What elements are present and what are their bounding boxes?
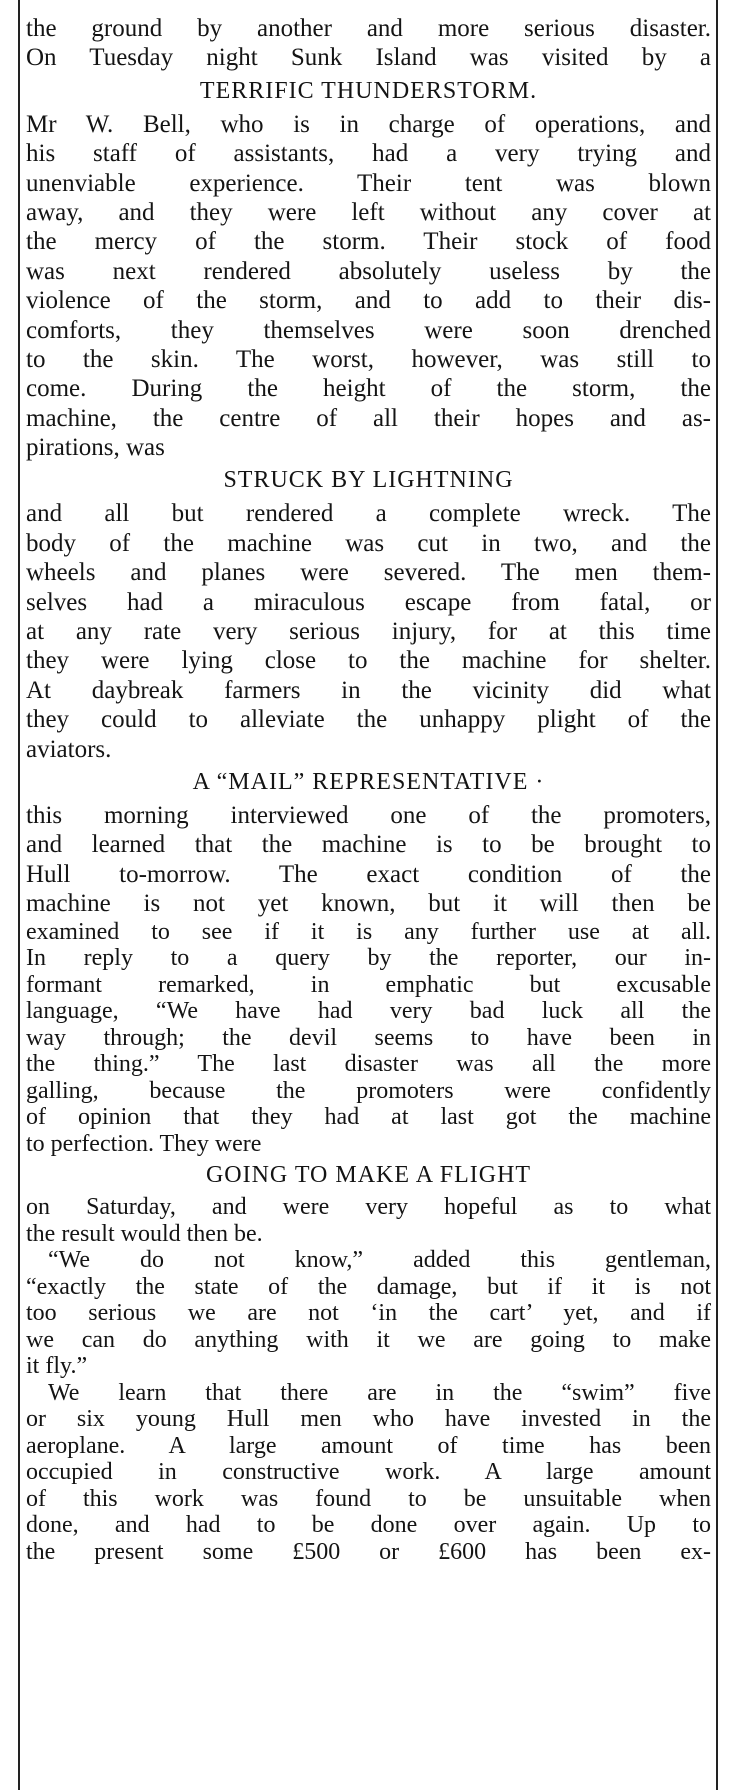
section-heading: TERRIFIC THUNDERSTORM.	[199, 77, 538, 104]
text-line: “We do not know,” added this gentleman,	[48, 1247, 711, 1274]
text-line: pirations, was	[26, 434, 165, 462]
text-line: and learned that the machine is to be brought to	[26, 831, 711, 859]
text-line: Mr W. Bell, who is in charge of operations, and	[26, 110, 711, 138]
text-line: away, and they were left without any cover at	[26, 198, 711, 226]
text-line: of opinion that they had at last got the machine	[26, 1104, 711, 1131]
text-line: his staff of assistants, had a very trying and	[26, 140, 711, 168]
text-line: to perfection. They were	[26, 1130, 262, 1157]
text-line: We learn that there are in the “swim” five	[48, 1379, 711, 1406]
text-line: the thing.” The last disaster was all the more	[26, 1051, 711, 1078]
text-line: aviators.	[26, 735, 112, 763]
text-line: aeroplane. A large amount of time has been	[26, 1432, 711, 1459]
text-line: “exactly the state of the damage, but if it is not	[26, 1273, 711, 1300]
text-line: was next rendered absolutely useless by the	[26, 257, 711, 285]
text-line: body of the machine was cut in two, and the	[26, 529, 711, 557]
text-line: too serious we are not ‘in the cart’ yet, and if	[26, 1300, 711, 1327]
text-line: to the skin. The worst, however, was still to	[26, 345, 711, 373]
text-line: formant remarked, in emphatic but excusable	[26, 971, 711, 998]
text-line: machine is not yet known, but it will then be	[26, 890, 711, 918]
section-heading: STRUCK BY LIGHTNING	[223, 467, 514, 494]
text-line: this morning interviewed one of the promoters,	[26, 801, 711, 829]
text-line: they could to alleviate the unhappy plight of the	[26, 706, 711, 734]
text-line: at any rate very serious injury, for at this time	[26, 618, 711, 646]
section-heading: GOING TO MAKE A FLIGHT	[205, 1162, 532, 1189]
text-line: In reply to a query by the reporter, our in-	[26, 945, 711, 972]
text-line: come. During the height of the storm, the	[26, 375, 711, 403]
text-line: of this work was found to be unsuitable when	[26, 1485, 711, 1512]
text-line: examined to see if it is any further use at all.	[26, 918, 711, 945]
text-line: the ground by another and more serious disaster.	[26, 15, 711, 42]
text-line: occupied in constructive work. A large amount	[26, 1459, 711, 1486]
text-line: done, and had to be done over again. Up to	[26, 1512, 711, 1539]
text-line: selves had a miraculous escape from fatal, or	[26, 588, 711, 616]
text-line: and all but rendered a complete wreck. The	[26, 500, 711, 528]
text-line: on Saturday, and were very hopeful as to what	[26, 1194, 711, 1221]
text-line: it fly.”	[26, 1353, 88, 1380]
section-heading: A “MAIL” REPRESENTATIVE ·	[192, 768, 545, 795]
text-line: wheels and planes were severed. The men them-	[26, 559, 711, 587]
text-line: Hull to-morrow. The exact condition of the	[26, 860, 711, 888]
text-line: the result would then be.	[26, 1220, 263, 1247]
text-line: they were lying close to the machine for shelter.	[26, 647, 711, 675]
text-line: or six young Hull men who have invested in the	[26, 1406, 711, 1433]
text-line: machine, the centre of all their hopes and as-	[26, 404, 711, 432]
text-line: the present some £500 or £600 has been ex-	[26, 1538, 711, 1565]
newspaper-column	[18, 0, 718, 1790]
text-line: galling, because the promoters were confidently	[26, 1077, 711, 1104]
text-line: comforts, they themselves were soon drenched	[26, 316, 711, 344]
text-line: the mercy of the storm. Their stock of food	[26, 228, 711, 256]
text-line: On Tuesday night Sunk Island was visited by a	[26, 44, 711, 72]
text-line: language, “We have had very bad luck all the	[26, 998, 711, 1025]
text-line: At daybreak farmers in the vicinity did what	[26, 676, 711, 704]
text-line: violence of the storm, and to add to their dis-	[26, 287, 711, 315]
text-line: way through; the devil seems to have been in	[26, 1024, 711, 1051]
text-line: unenviable experience. Their tent was blown	[26, 169, 711, 197]
text-line: we can do anything with it we are going to make	[26, 1326, 711, 1353]
